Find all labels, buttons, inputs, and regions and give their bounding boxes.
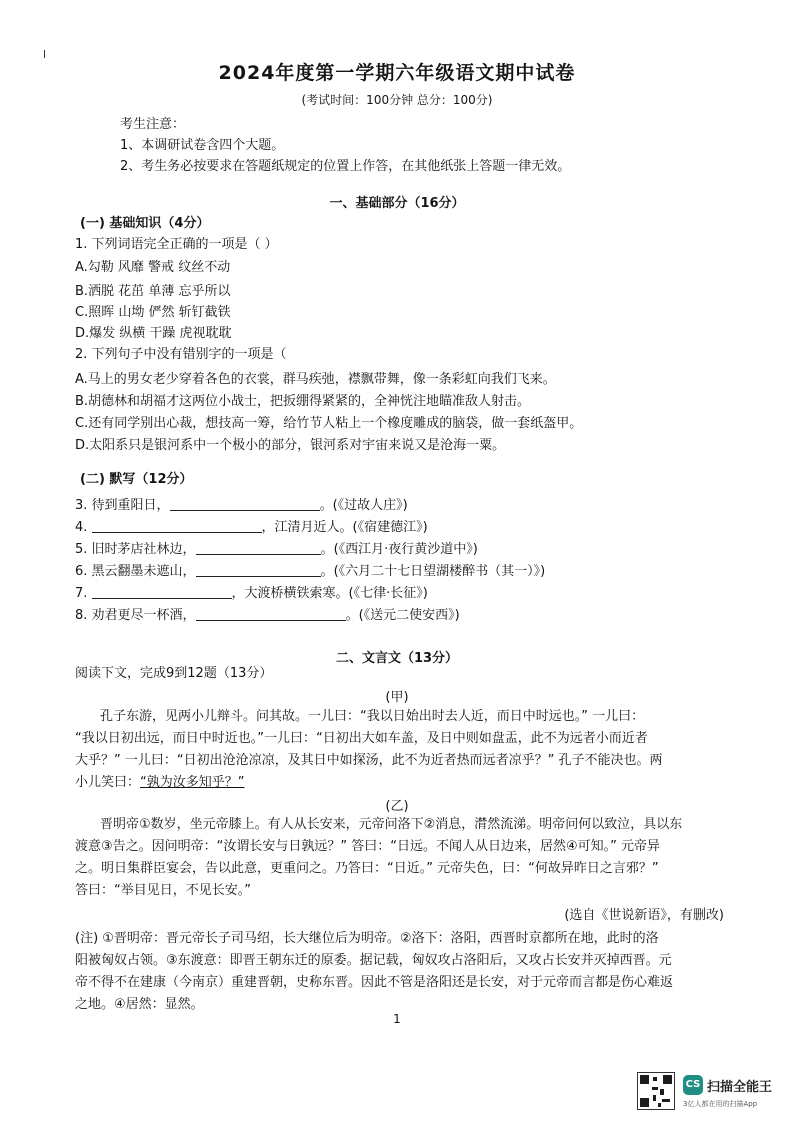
- answer-blank[interactable]: [196, 563, 321, 577]
- item-text: ，大渡桥横铁索寒。(《七律·长征》): [231, 586, 428, 601]
- scan-mark: [44, 50, 45, 58]
- passage-label: (甲): [385, 690, 409, 705]
- note-line: 帝不得不在建康（今南京）重建晋朝，史称东晋。因此不管是洛阳还是长安，对于元帝而言都是伤心难返: [75, 975, 674, 990]
- scanner-tagline: 3亿人都在用的扫描App: [683, 1100, 758, 1108]
- item-number: 5.: [75, 542, 88, 557]
- dictation-item: [75, 497, 408, 514]
- passage-line: 答曰：“举目见日，不见长安。”: [75, 883, 251, 898]
- underlined-quote: “孰为汝多知乎？”: [140, 775, 245, 790]
- answer-blank[interactable]: [170, 497, 320, 511]
- passage-line: 大乎？” 一儿曰：“日初出沧沧凉凉，及其日中如探汤，此不为近者热而远者凉乎？” 孔子不能决也。两: [75, 753, 663, 768]
- passage-label: (乙): [385, 799, 409, 814]
- exam-info: (考试时间：100分钟 总分：100分): [301, 93, 493, 107]
- dictation-item: [75, 585, 428, 602]
- notice-item: 2、考生务必按要求在答题纸规定的位置上作答，在其他纸张上答题一律无效。: [120, 159, 571, 174]
- item-text: 。(《六月二十七日望湖楼醉书（其一）》): [320, 564, 546, 579]
- item-text: 。(《过故人庄》): [319, 498, 408, 513]
- item-text: 。(《西江月·夜行黄沙道中》): [320, 542, 478, 557]
- answer-blank[interactable]: [196, 607, 346, 621]
- answer-blank[interactable]: [196, 541, 321, 555]
- dictation-item: [75, 563, 545, 580]
- item-text: 黑云翻墨未遮山，: [91, 564, 196, 579]
- item-number: 3.: [75, 498, 88, 513]
- option: C.还有同学别出心裁，想技高一筹，给竹节人粘上一个橡度雕成的脑袋，做一套纸盔甲。: [75, 416, 583, 431]
- option: B.洒脱 花茁 单薄 忘乎所以: [75, 284, 231, 299]
- note-line: 之地。④居然：显然。: [75, 997, 204, 1012]
- item-number: 7.: [75, 586, 88, 601]
- item-text: 。(《送元二使安西》): [345, 608, 460, 623]
- item-text: 劝君更尽一杯酒，: [91, 608, 196, 623]
- subsection-heading: (一) 基础知识（4分）: [80, 216, 210, 231]
- note-line: (注) ①晋明帝：晋元帝长子司马绍，长大继位后为明帝。②洛下：洛阳，西晋时京都所在地，此时的洛: [75, 931, 659, 946]
- passage-source: (选自《世说新语》，有删改): [564, 908, 724, 923]
- passage-text: 小儿笑曰：: [75, 775, 141, 790]
- passage-line: 之。明日集群臣宴会，告以此意，更重问之。乃答曰：“日近。” 元帝失色，曰：“何故异昨日之言邪？”: [75, 861, 659, 876]
- passage-line: 晋明帝①数岁，坐元帝膝上。有人从长安来，元帝问洛下②消息，潸然流涕。明帝问何以致泣，具以东: [100, 817, 683, 832]
- question: 2. 下列句子中没有错别字的一项是（: [75, 347, 287, 362]
- option: A.马上的男女老少穿着各色的衣裳，群马疾弛，襟飘带舞，像一条彩虹向我们飞来。: [75, 372, 556, 387]
- dictation-item: [75, 541, 478, 558]
- page-title: 2024年度第一学期六年级语文期中试卷: [218, 62, 576, 84]
- section-heading: 二、文言文（13分）: [335, 651, 459, 666]
- option: D.太阳系只是银河系中一个极小的部分，银河系对宇宙来说又是沧海一粟。: [75, 438, 506, 453]
- option: B.胡德林和胡福才这两位小战士，把扳绷得紧紧的，全神恍注地瞄准敌人射击。: [75, 394, 531, 409]
- dictation-item: [75, 519, 428, 536]
- scanner-logo: CS: [683, 1075, 703, 1095]
- reading-instruction: 阅读下文，完成9到12题（13分）: [75, 666, 273, 681]
- option: A.勾勒 风靡 警戒 纹丝不动: [75, 260, 231, 275]
- section-heading: 一、基础部分（16分）: [329, 196, 465, 211]
- notice-item: 1、本调研试卷含四个大题。: [120, 138, 285, 153]
- passage-line: 孔子东游，见两小儿辩斗。问其故。一儿曰：“我以日始出时去人近，而日中时远也。” 一儿曰：: [100, 709, 645, 724]
- answer-blank[interactable]: [92, 519, 262, 533]
- item-text: 旧时茅店社林边，: [91, 542, 196, 557]
- item-number: 6.: [75, 564, 88, 579]
- qr-code-icon: [637, 1072, 675, 1110]
- answer-blank[interactable]: [92, 585, 232, 599]
- notice-title: 考生注意：: [120, 117, 186, 132]
- passage-line: [75, 775, 245, 791]
- page-number: 1: [393, 1012, 401, 1026]
- item-text: 待到重阳日，: [91, 498, 170, 513]
- scanner-name: 扫描全能王: [707, 1080, 773, 1095]
- item-number: 8.: [75, 608, 88, 623]
- subsection-heading: (二) 默写（12分）: [80, 472, 193, 487]
- passage-line: 渡意③告之。因问明帝：“汝谓长安与日孰远？” 答曰：“日远。不闻人从日边来，居然④可知。” 元帝异: [75, 839, 661, 854]
- item-text: ，江清月近人。(《宿建德江》): [261, 520, 428, 535]
- option: C.照晖 山坳 俨然 斩钉截铁: [75, 305, 231, 320]
- passage-line: “我以日初出远，而日中时近也。”一儿曰：“日初出大如车盖，及日中则如盘盂，此不为远者小而近者: [75, 731, 648, 746]
- item-number: 4.: [75, 520, 88, 535]
- dictation-item: [75, 607, 460, 624]
- question: 1. 下列词语完全正确的一项是（ ）: [75, 237, 278, 252]
- option: D.爆发 纵横 干躁 虎视耽耽: [75, 326, 232, 341]
- note-line: 阳被匈奴占领。③东渡意：即晋王朝东迁的原委。据记载，匈奴攻占洛阳后，又攻占长安并灭掉西晋。元: [75, 953, 672, 968]
